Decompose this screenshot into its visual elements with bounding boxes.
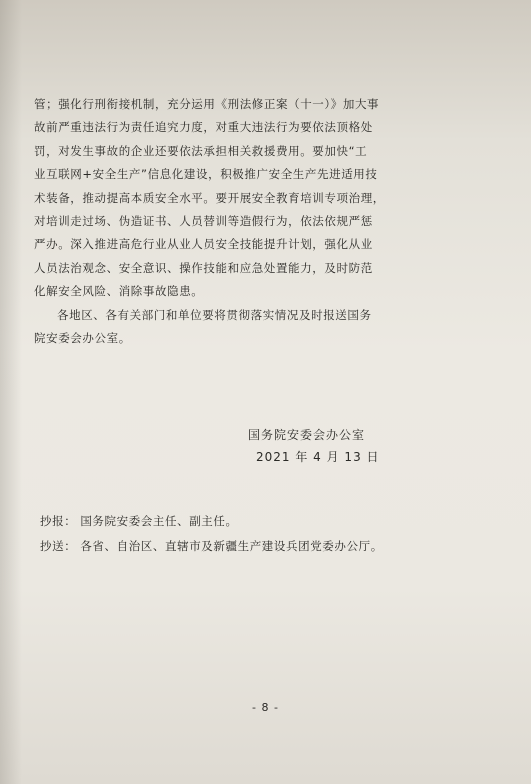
issuing-office: 国务院安委会办公室 [248,428,366,442]
body-line: 严办。深入推进高危行业从业人员安全技能提升计划，强化从业 [34,237,373,252]
distribution-list [40,509,383,559]
body-line: 故前严重违法行为责任追究力度，对重大违法行为要依法顶格处 [34,120,373,135]
body-line: 术装备，推动提高本质安全水平。要开展安全教育培训专项治理， [34,190,385,205]
body-text [34,93,454,350]
closing-line: 院安委会办公室。 [34,331,131,346]
body-line: 对培训走过场、伪造证书、人员替训等造假行为，依法依规严惩 [34,214,373,229]
body-line: 人员法治观念、安全意识、操作技能和应急处置能力，及时防范 [34,260,373,275]
closing-line: 各地区、各有关部门和单位要将贯彻落实情况及时报送国务 [57,307,372,322]
body-line: 化解安全风险、消除事故隐患。 [34,284,204,299]
cc-report-row [40,509,383,534]
issue-date: 2021 年 4 月 13 日 [256,450,380,464]
cc-send-label: 抄送： [40,539,77,553]
cc-report-label: 抄报： [40,514,77,528]
body-line: 罚，对发生事故的企业还要依法承担相关救援费用。要加快“工 [34,143,368,158]
cc-send-value: 各省、自治区、直辖市及新疆生产建设兵团党委办公厅。 [80,539,383,553]
signature-block [248,424,380,468]
body-line: 业互联网+安全生产”信息化建设，积极推广安全生产先进适用技 [34,167,378,182]
page-shadow [0,0,22,784]
body-line: 管；强化行刑衔接机制，充分运用《刑法修正案（十一）》加大事 [34,97,380,111]
cc-report-value: 国务院安委会主任、副主任。 [80,514,238,528]
page-number: - 8 - [252,701,279,714]
cc-send-row [40,534,383,559]
